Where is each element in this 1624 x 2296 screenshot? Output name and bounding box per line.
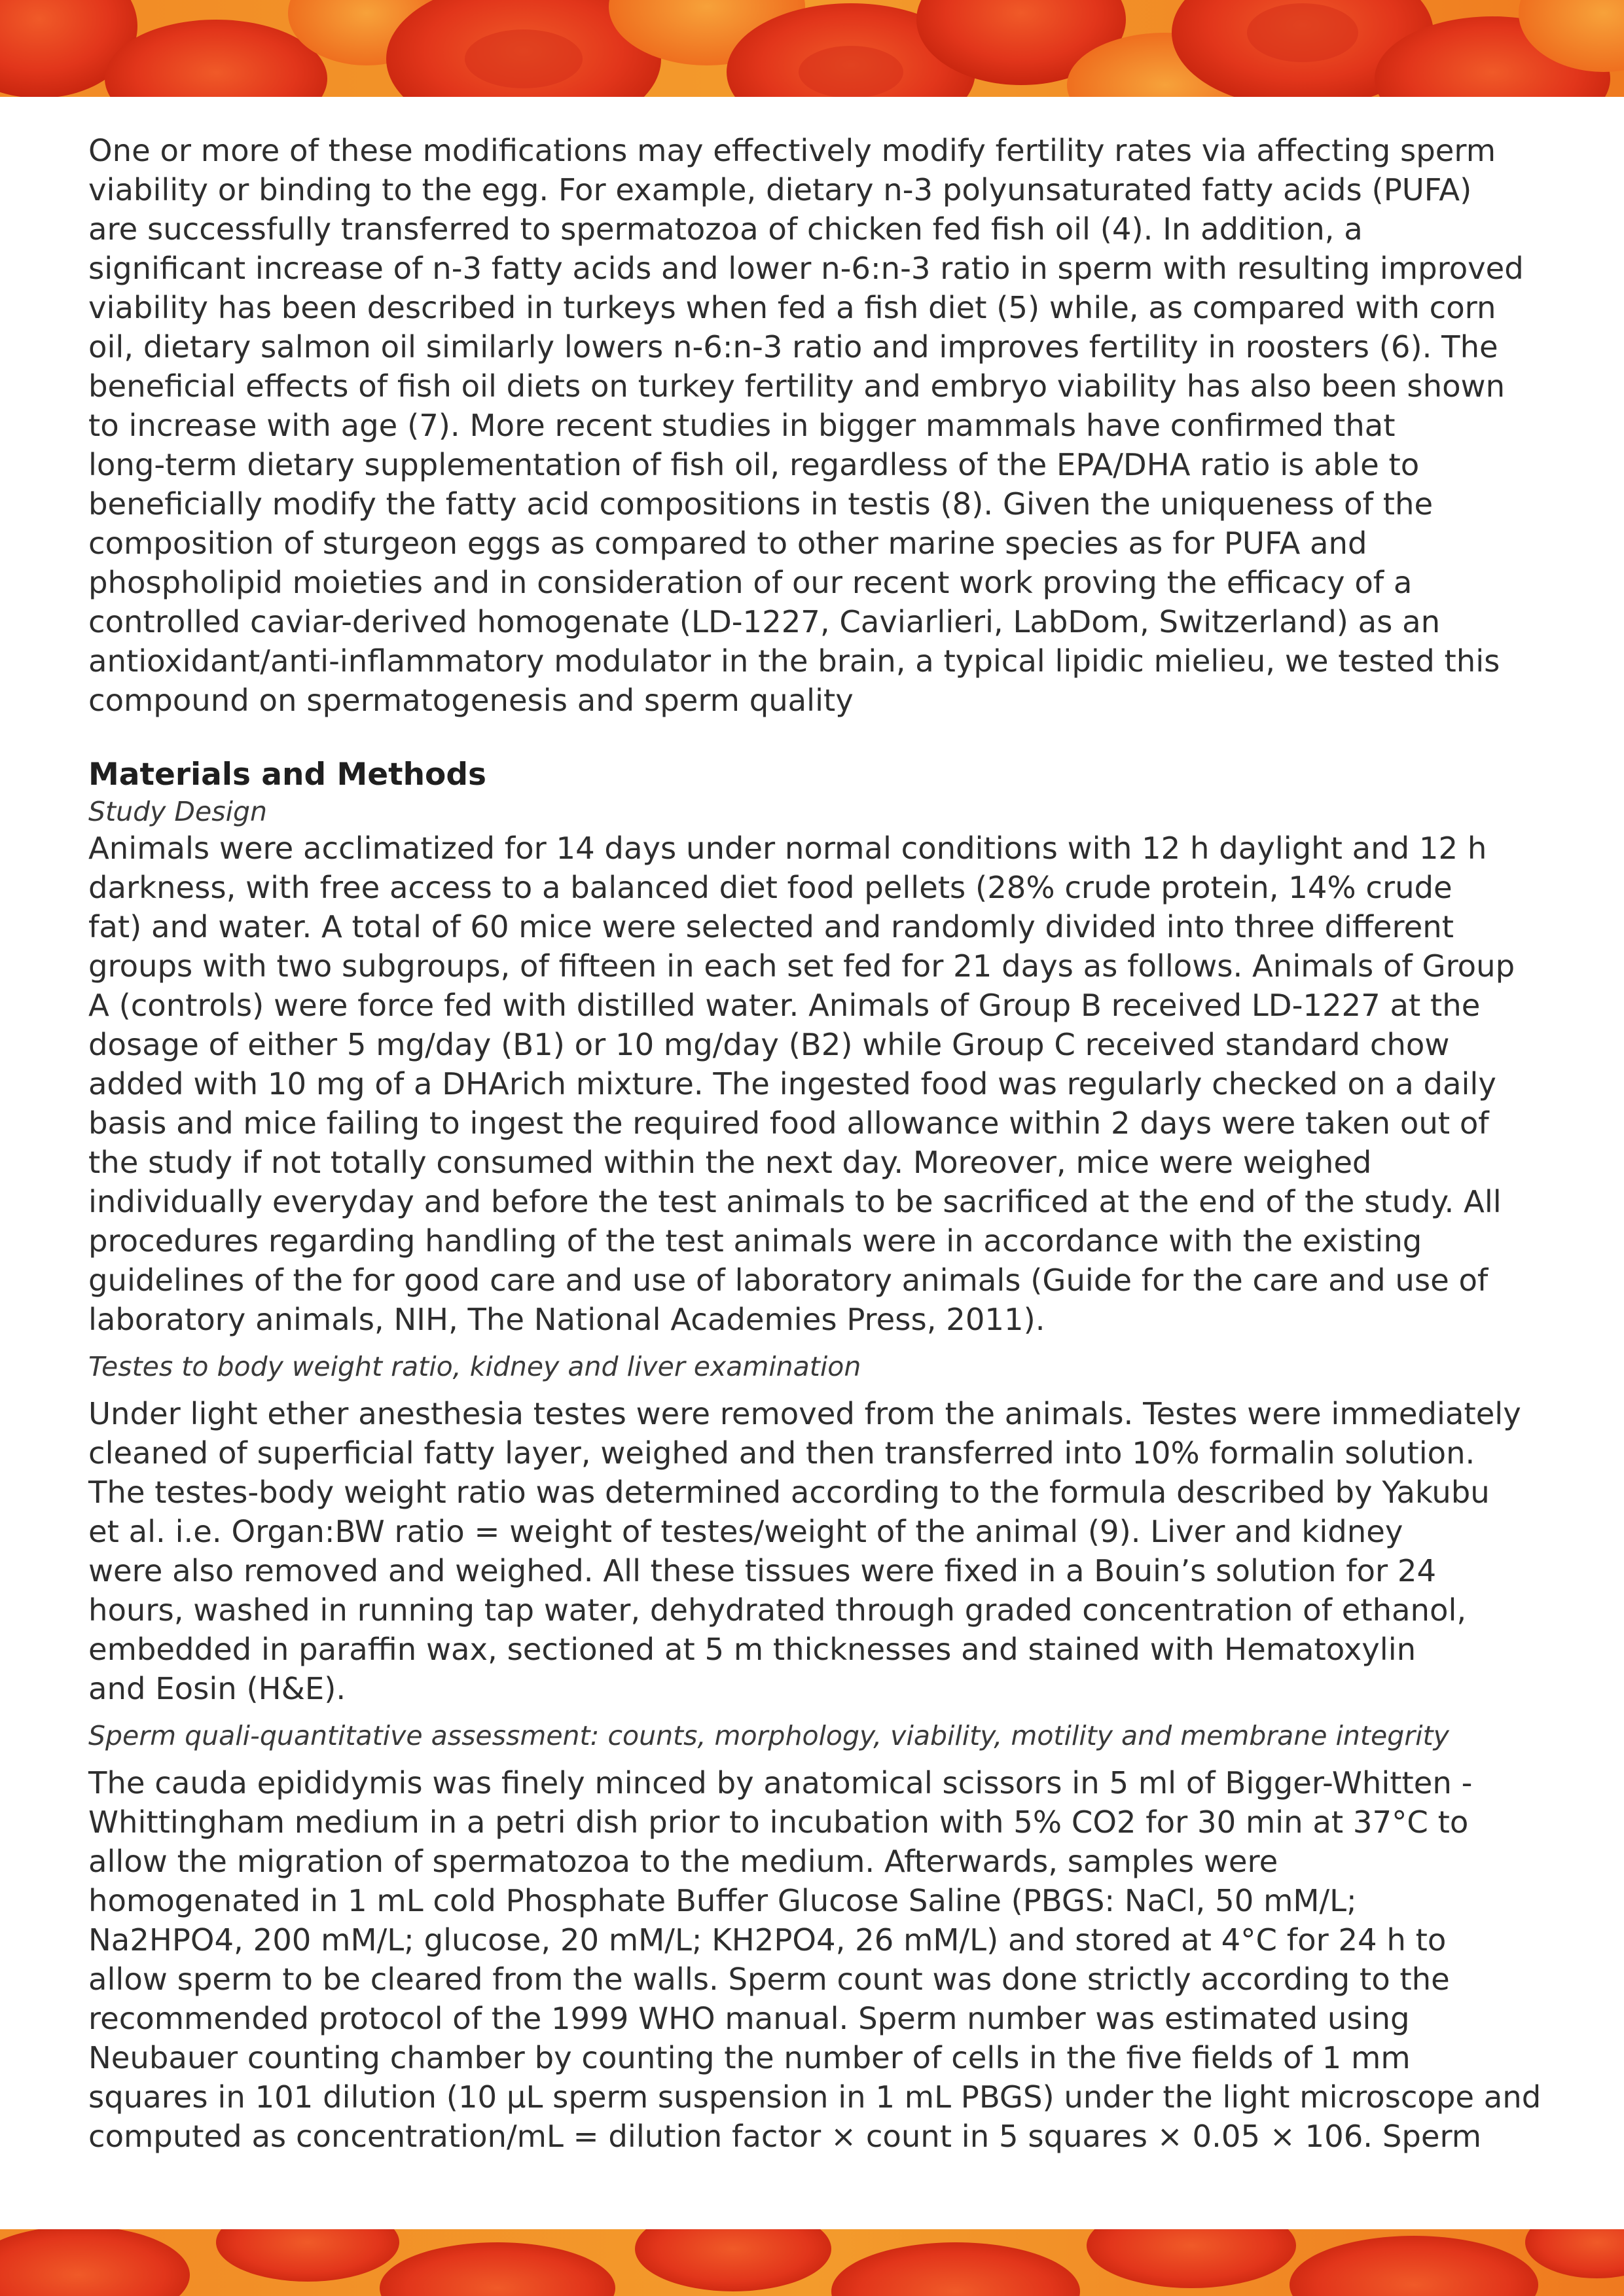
section-heading-materials-methods: Materials and Methods	[88, 757, 486, 793]
blood-cells-decoration-footer	[0, 2229, 1624, 2296]
subheading-study-design: Study Design	[88, 796, 267, 827]
article-body	[88, 131, 1555, 2156]
intro-paragraph: One or more of these modifications may effectively modify fertility rates via affecting sperm viability or binding to the egg. For example, dietary n-3 polyunsaturated fatty acids (PUFA) are successfully transferred to spermatozoa of chicken fed fish oil (4). In addition, a significant increase of n-3 fatty acids and lower n-6:n-3 ratio in sperm with resulting improved viability has been described in turkeys when fed a fish diet (5) while, as compared with corn oil, dietary salmon oil similarly lowers n-6:n-3 ratio and improves fertility in roosters (6). The beneficial effects of fish oil diets on turkey fertility and embryo viability has also been shown to increase with age (7). More recent studies in bigger mammals have confirmed that long-term dietary supplementation of fish oil, regardless of the EPA/DHA ratio is able to beneficially modify the fatty acid compositions in testis (8). Given the uniqueness of the composition of sturgeon eggs as compared to other marine species as for PUFA and phospholipid moieties and in consideration of our recent work proving the efficacy of a controlled caviar-derived homogenate (LD-1227, Caviarlieri, LabDom, Switzerland) as an antioxidant/anti-inflammatory modulator in the brain, a typical lipidic mielieu, we tested this compound on spermatogenesis and sperm quality	[88, 133, 1524, 718]
blood-cells-decoration	[0, 0, 1624, 97]
study-design-paragraph: Animals were acclimatized for 14 days under normal conditions with 12 h daylight and 12 h darkness, with free access to a balanced diet food pellets (28% crude protein, 14% crude fat) and water. A total of 60 mice were selected and randomly divided into three different groups with two subgroups, of fifteen in each set fed for 21 days as follows. Animals of Group A (controls) were force fed with distilled water. Animals of Group B received LD-1227 at the dosage of either 5 mg/day (B1) or 10 mg/day (B2) while Group C received standard chow added with 10 mg of a DHArich mixture. The ingested food was regularly checked on a daily basis and mice failing to ingest the required food allowance within 2 days were taken out of the study if not totally consumed within the next day. Moreover, mice were weighed individually everyday and before the test animals to be sacrificed at the end of the study. All procedures regarding handling of the test animals were in accordance with the existing guidelines of the for good care and use of laboratory animals (Guide for the care and use of laboratory animals, NIH, The National Academies Press, 2011).	[88, 831, 1515, 1337]
sperm-paragraph: The cauda epididymis was finely minced by anatomical scissors in 5 ml of Bigger-Whitten - Whittingham medium in a petri dish prior to incubation with 5% CO2 for 30 min at 37°C to allow the migration of spermatozoa to the medium. Afterwards, samples were homogenated in 1 mL cold Phosphate Buffer Glucose Saline (PBGS: NaCl, 50 mM/L; Na2HPO4, 200 mM/L; glucose, 20 mM/L; KH2PO4, 26 mM/L) and stored at 4°C for 24 h to allow sperm to be cleared from the walls. Sperm count was done strictly according to the recommended protocol of the 1999 WHO manual. Sperm number was estimated using Neubauer counting chamber by counting the number of cells in the five fields of 1 mm squares in 101 dilution (10 µL sperm suspension in 1 mL PBGS) under the light microscope and computed as concentration/mL = dilution factor × count in 5 squares × 0.05 × 106. Sperm	[88, 1765, 1542, 2154]
testes-paragraph: Under light ether anesthesia testes were removed from the animals. Testes were immediately cleaned of superficial fatty layer, weighed and then transferred into 10% formalin solution. The testes-body weight ratio was determined according to the formula described by Yakubu et al. i.e. Organ:BW ratio = weight of testes/weight of the animal (9). Liver and kidney were also removed and weighed. All these tissues were fixed in a Bouin’s solution for 24 hours, washed in running tap water, dehydrated through graded concentration of ethanol, embedded in paraffin wax, sectioned at 5 m thicknesses and stained with Hematoxylin and Eosin (H&E).	[88, 1396, 1521, 1706]
header-banner	[0, 0, 1624, 97]
subheading-testes-ratio: Testes to body weight ratio, kidney and liver examination	[88, 1351, 861, 1382]
subheading-sperm-assessment: Sperm quali-quantitative assessment: counts, morphology, viability, motility and membrane integrity	[88, 1720, 1449, 1751]
footer-banner	[0, 2229, 1624, 2296]
